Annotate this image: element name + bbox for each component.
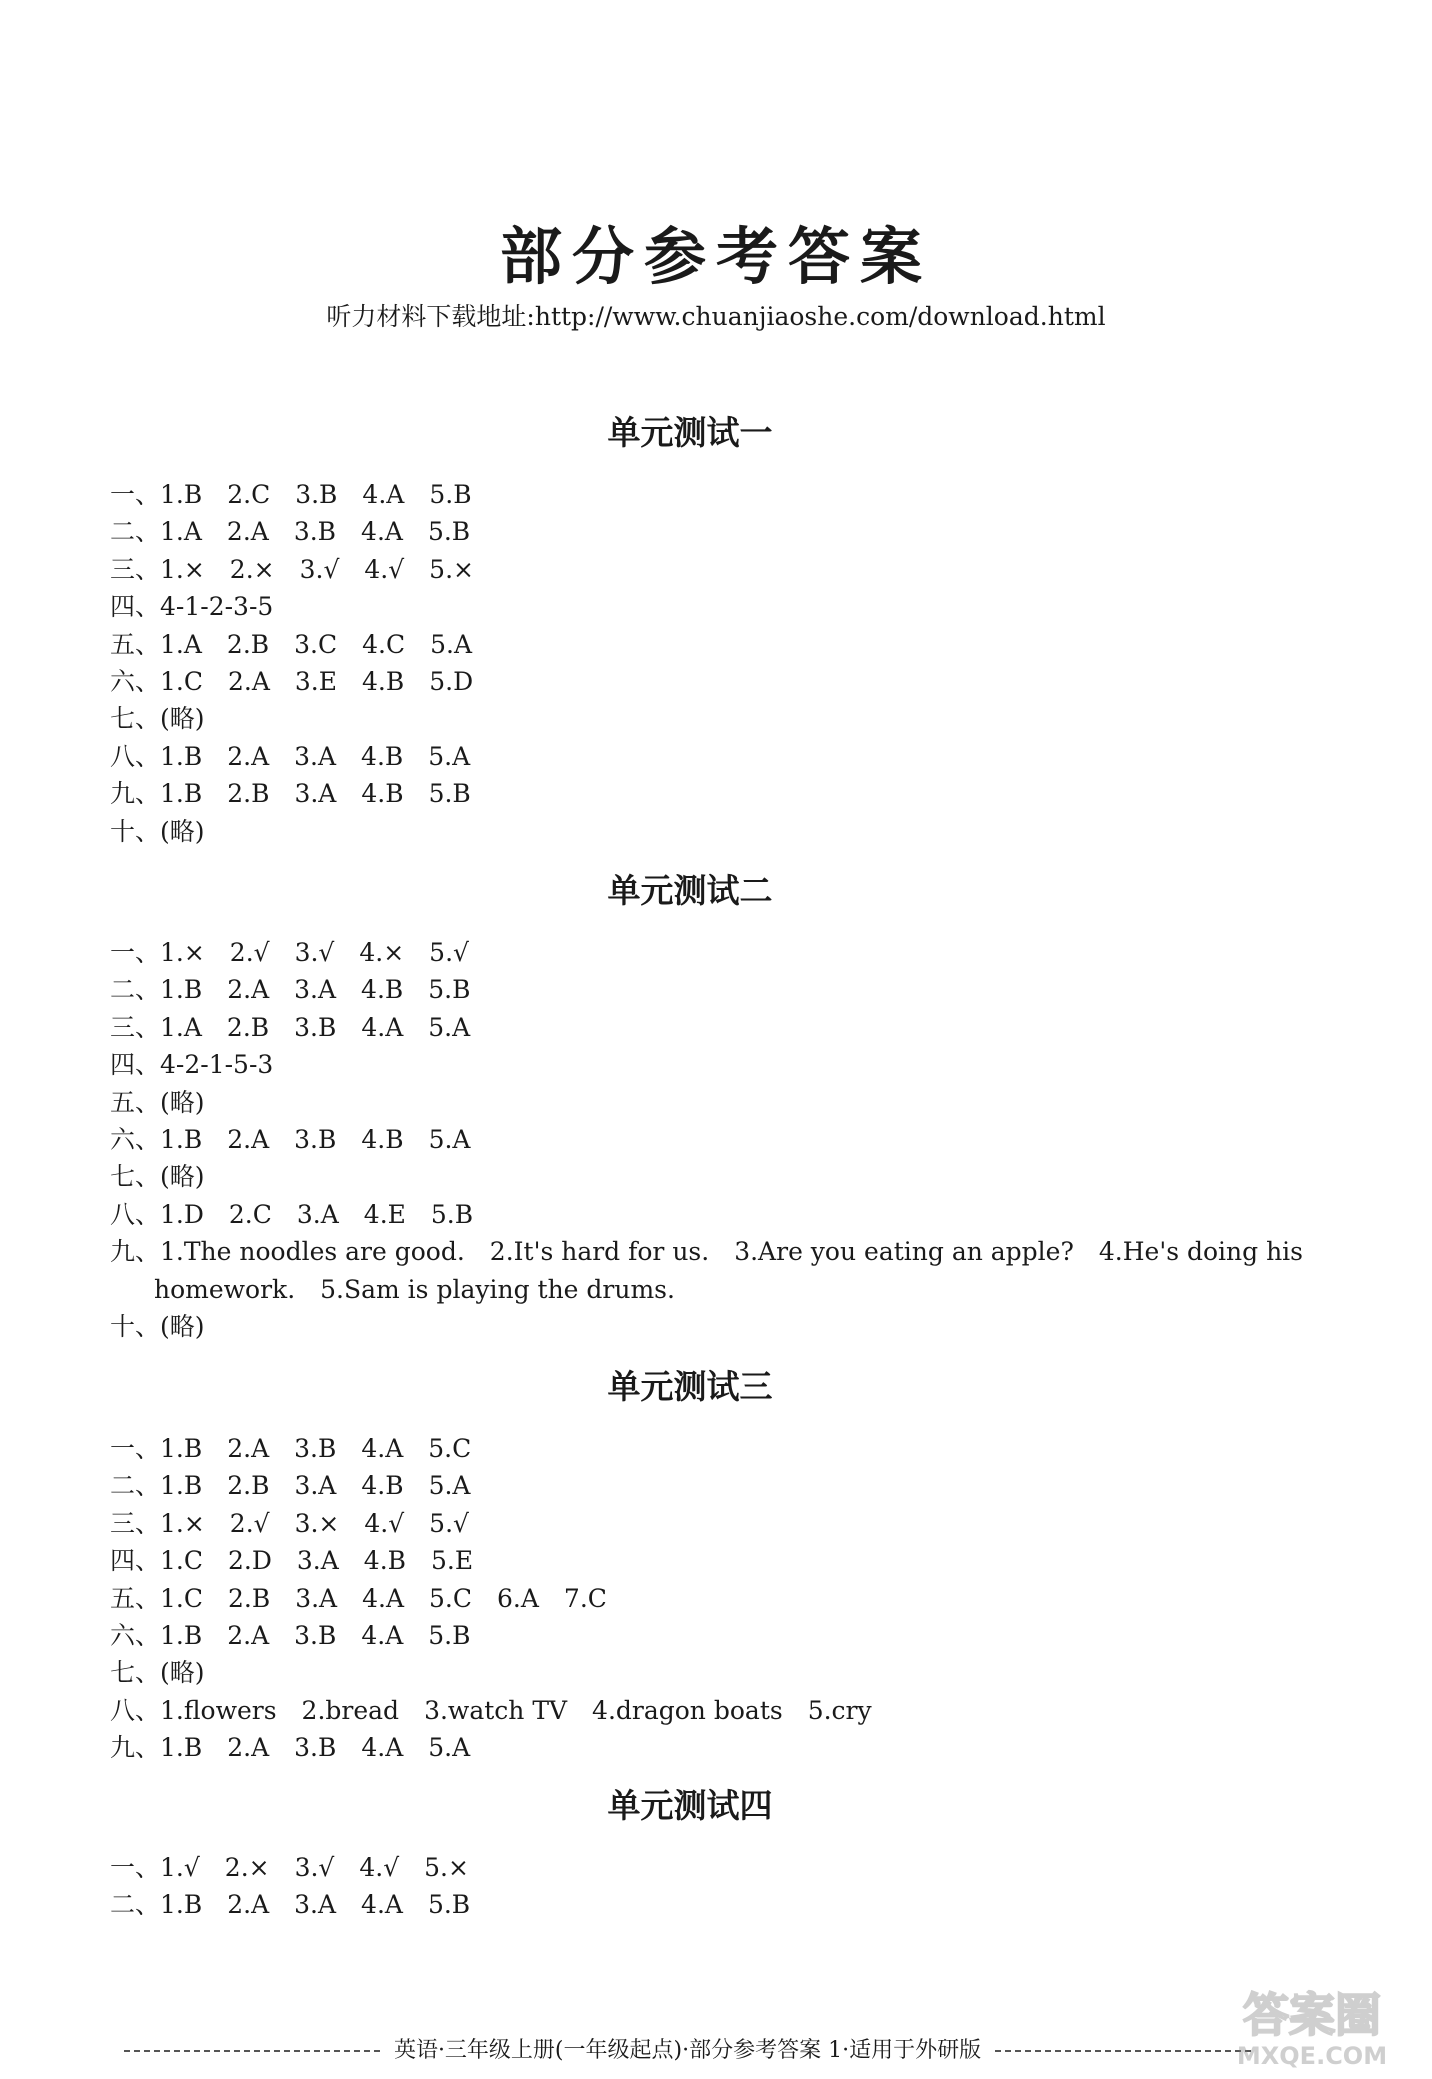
answer-line: 六、1.B 2.A 3.B 4.B 5.A <box>110 1125 471 1155</box>
answer-line: 四、4-1-2-3-5 <box>110 592 274 622</box>
page-footer <box>110 2036 1265 2066</box>
answer-line: 七、(略) <box>110 1658 205 1688</box>
section-heading: 单元测试三 <box>607 1367 773 1406</box>
answer-line: 九、1.B 2.A 3.B 4.A 5.A <box>110 1733 471 1763</box>
section-heading: 单元测试一 <box>607 413 773 452</box>
section-unit-test-2 <box>110 866 1304 1345</box>
footer-divider-left <box>124 2050 380 2052</box>
answer-line: 十、(略) <box>110 816 205 846</box>
answer-line-wrapped-cont: homework. 5.Sam is playing the drums. <box>154 1274 675 1304</box>
answer-line: 七、(略) <box>110 704 205 734</box>
answer-line: 八、1.flowers 2.bread 3.watch TV 4.dragon boats 5.cry <box>110 1695 872 1725</box>
answer-line: 三、1.× 2.× 3.√ 4.√ 5.× <box>110 554 474 584</box>
answer-line: 一、1.× 2.√ 3.√ 4.× 5.√ <box>110 938 469 967</box>
answer-line: 八、1.D 2.C 3.A 4.E 5.B <box>110 1199 474 1229</box>
answer-line-wrapped-first: 九、1.The noodles are good. 2.It's hard for us. 3.Are you eating an apple? 4.He's doing his <box>110 1237 1304 1267</box>
answer-line: 三、1.× 2.√ 3.× 4.√ 5.√ <box>110 1508 469 1538</box>
answer-line: 五、1.A 2.B 3.C 4.C 5.A <box>110 629 473 659</box>
section-unit-test-1 <box>110 408 1270 850</box>
download-url-line: 听力材料下载地址:http://www.chuanjiaoshe.com/download.html <box>326 302 1106 331</box>
answer-line: 一、1.√ 2.× 3.√ 4.√ 5.× <box>110 1853 469 1882</box>
answer-line: 六、1.B 2.A 3.B 4.A 5.B <box>110 1621 471 1651</box>
answer-line: 一、1.B 2.A 3.B 4.A 5.C <box>110 1434 472 1463</box>
answer-line: 十、(略) <box>110 1312 205 1342</box>
footer-text: 英语·三年级上册(一年级起点)·部分参考答案 1·适用于外研版 <box>393 2038 982 2063</box>
answer-line: 一、1.B 2.C 3.B 4.A 5.B <box>110 480 472 509</box>
answer-line: 二、1.B 2.B 3.A 4.B 5.A <box>110 1471 471 1501</box>
section-heading: 单元测试二 <box>607 871 773 910</box>
answer-line: 二、1.B 2.A 3.A 4.B 5.B <box>110 975 471 1005</box>
watermark-text-main: 答案圈 <box>1243 1988 1381 2042</box>
answer-line: 二、1.A 2.A 3.B 4.A 5.B <box>110 517 471 547</box>
answer-line: 五、(略) <box>110 1087 205 1117</box>
watermark-logo <box>1212 1976 1412 2071</box>
section-unit-test-3 <box>110 1362 1270 1767</box>
answer-line: 四、4-2-1-5-3 <box>110 1050 274 1080</box>
page-title: 部分参考答案 <box>499 220 932 293</box>
watermark-text-sub: MXQE.COM <box>1236 2042 1388 2070</box>
answer-line: 二、1.B 2.A 3.A 4.A 5.B <box>110 1890 471 1920</box>
answer-line: 四、1.C 2.D 3.A 4.B 5.E <box>110 1546 474 1576</box>
answer-line: 三、1.A 2.B 3.B 4.A 5.A <box>110 1012 471 1042</box>
answer-line: 六、1.C 2.A 3.E 4.B 5.D <box>110 667 474 697</box>
answer-line: 五、1.C 2.B 3.A 4.A 5.C 6.A 7.C <box>110 1583 607 1613</box>
section-heading: 单元测试四 <box>607 1786 773 1825</box>
answer-line: 九、1.B 2.B 3.A 4.B 5.B <box>110 779 471 809</box>
answer-line: 七、(略) <box>110 1162 205 1192</box>
section-unit-test-4 <box>110 1781 1270 1924</box>
answer-line: 八、1.B 2.A 3.A 4.B 5.A <box>110 741 471 771</box>
